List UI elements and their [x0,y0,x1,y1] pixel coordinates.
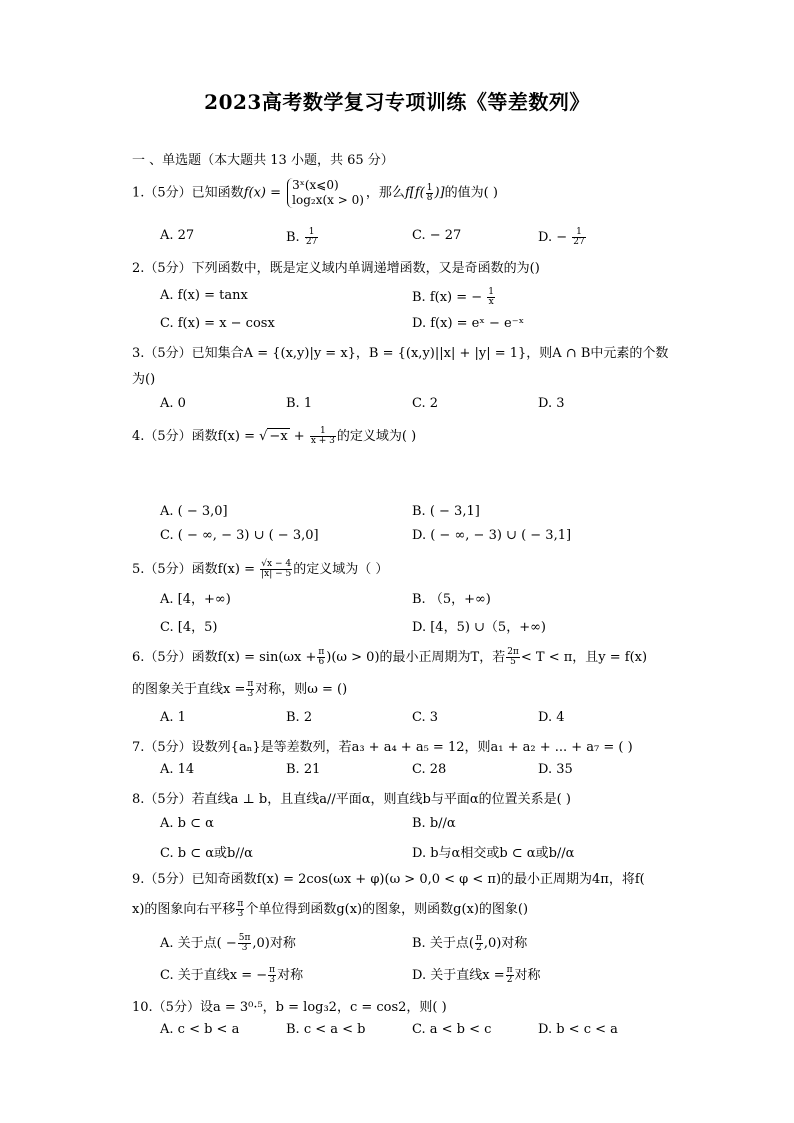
q9-option-c[interactable] [160,964,303,985]
question-1 [132,178,498,208]
q5-frac-num: √x − 4 [261,559,292,569]
q8-option-d[interactable]: D. b与α相交或b ⊂ α或b//α [412,846,575,861]
page-title: 2023高考数学复习专项训练《等差数列》 [204,90,590,114]
q6-frac1-den: 6 [318,657,325,667]
q6-fraction-2 [506,648,520,667]
q2-option-a[interactable]: A. f(x) = tanx [160,288,248,303]
question-6 [132,646,647,667]
q2-option-c[interactable]: C. f(x) = x − cosx [160,316,275,331]
question-4: 4.（5分）函数f(x) = √ −x + $\frac{1}{x + 3}$ 的定义域为( ) [132,426,417,446]
q4-sqrt: −x [269,429,288,444]
question-2: 2.（5分）下列函数中，既是定义域内单调递增函数，又是奇函数的为() [132,261,540,276]
q6-fraction-1 [317,648,325,667]
q1-expr-fraction [426,184,434,203]
q1-option-d-den: 27 [573,237,585,247]
q2-option-b[interactable] [412,288,496,307]
q5-option-d[interactable]: D. [4，5) ∪（5，+∞) [412,620,546,635]
q9-option-d-num: π [506,965,513,975]
q1-option-b-fraction [305,228,318,247]
question-10: 10.（5分）设a = 3⁰·⁵，b = log₃2，c = cos2，则( ) [132,1000,447,1015]
q8-option-b[interactable]: B. b//α [412,816,456,831]
q1-func: f(x) = [243,185,281,201]
q1-option-c[interactable]: C. − 27 [412,228,462,243]
q1-option-d-label: D. − [538,230,568,245]
q4-option-a[interactable]: A. ( − 3,0] [160,504,228,519]
q1-stem-a: 1.（5分）已知函数 [132,185,244,201]
q1-stem-c: 的值为( ) [444,185,498,201]
q1-piecewise [287,178,364,208]
q9-option-a-den: 3 [241,943,248,953]
question-9-line-2 [132,898,528,919]
q1-option-d-num: 1 [572,228,585,238]
q6-line2-b: 对称，则ω = () [255,682,348,697]
question-3-line-2: 为() [132,372,156,387]
question-8: 8.（5分）若直线a ⊥ b，且直线a//平面α，则直线b与平面α的位置关系是( ) [132,792,571,807]
q10-option-c[interactable]: C. a < b < c [412,1022,492,1037]
q6-stem-b: )(ω > 0)的最小正周期为T，若 [326,650,506,665]
q3-option-b[interactable]: B. 1 [286,396,313,411]
q3-option-d[interactable]: D. 3 [538,396,565,411]
q1-option-d-fraction [572,228,585,247]
q1-expr-frac-den: 8 [426,192,433,203]
q6-frac3-num: π [247,679,254,689]
q10-option-b[interactable]: B. c < a < b [286,1022,366,1037]
question-5 [132,558,388,579]
q9-option-c-1: C. 关于直线x = − [160,968,268,983]
q7-option-b[interactable]: B. 21 [286,762,321,777]
q8-option-c[interactable]: C. b ⊂ α或b//α [160,846,253,861]
q1-option-b[interactable] [286,228,319,247]
q6-frac2-den: 5 [510,657,516,667]
q4-option-d[interactable]: D. ( − ∞, − 3) ∪ ( − 3,1] [412,528,572,543]
q4-stem-b: 的定义域为( ) [336,429,417,444]
q9-option-c-den: 3 [269,975,275,985]
question-7: 7.（5分）设数列{aₙ}是等差数列，若a₃ + a₄ + a₅ = 12，则a₁ + a₂ + ... + a₇ = ( ) [132,740,633,755]
q1-option-b-label: B. [286,230,300,245]
q6-stem-c: < T < π，且y = f(x) [520,650,648,665]
q10-option-d[interactable]: D. b < c < a [538,1022,618,1037]
q1-expr-frac-num: 1 [426,182,433,193]
q9-option-d-den: 2 [506,975,513,985]
q7-option-d[interactable]: D. 35 [538,762,573,777]
q2-option-b-label: B. f(x) = − [412,290,483,305]
question-9: 9.（5分）已知奇函数f(x) = 2cos(ωx + φ)(ω > 0,0 < φ < π)的最小正周期为4π，将f( [132,872,645,887]
q9-line2-b: 个单位得到函数g(x)的图象，则函数g(x)的图象() [245,902,529,917]
q9-option-a-num: 5π [238,933,251,943]
q2-option-d[interactable]: D. f(x) = eˣ − e⁻ˣ [412,316,525,331]
q5-frac-den: |x| − 5 [261,569,292,579]
q1-stem-b: ，那么 [365,185,405,201]
q4-fraction [310,427,336,446]
q5-stem-a: 5.（5分）函数f(x) = [132,562,255,577]
q9-option-b-den: 2 [475,943,482,953]
q4-frac-num: 1 [310,427,336,437]
q1-expr: f[f( [404,185,425,201]
section-heading: 一 、单选题（本大题共 13 小题，共 65 分） [132,153,394,168]
q9-option-d[interactable] [412,964,541,985]
q3-option-c[interactable]: C. 2 [412,396,439,411]
q4-option-b[interactable]: B. ( − 3,1] [412,504,480,519]
q4-stem-a: 4.（5分）函数f(x) = [132,429,255,444]
q7-option-c[interactable]: C. 28 [412,762,447,777]
q6-option-b[interactable]: B. 2 [286,710,313,725]
q9-option-a-fraction [238,934,252,953]
q1-option-b-num: 1 [305,228,318,238]
q9-option-b-fraction [475,934,483,953]
q1-piece-2: log₂x(x > 0) [292,193,364,207]
q6-frac2-num: 2π [507,647,519,657]
q9-option-c-fraction [268,966,276,985]
q5-stem-b: 的定义域为（ ） [293,562,389,577]
q5-fraction [260,560,292,579]
q4-frac-den: x + 3 [310,436,335,446]
q5-option-b[interactable]: B. （5，+∞) [412,592,491,607]
q2-option-b-den: x [488,297,494,307]
q1-piece-1: 3ˣ(x⩽0) [292,178,339,192]
q6-fraction-3 [246,680,254,699]
q2-option-b-fraction [487,288,495,307]
q6-option-a[interactable]: A. 1 [160,710,186,725]
q5-option-a[interactable]: A. [4，+∞) [160,592,231,607]
q9-line2-a: x)的图象向右平移 [132,902,236,917]
q9-option-b-2: ,0)对称 [483,936,528,951]
q8-option-a[interactable]: A. b ⊂ α [160,816,214,831]
q9-fraction [236,900,244,919]
q6-frac3-den: 3 [247,689,254,699]
q9-option-d-1: D. 关于直线x = [412,968,505,983]
q6-frac1-num: π [318,647,325,657]
q9-option-a-1: A. 关于点( − [160,936,237,951]
q5-option-c[interactable]: C. [4，5) [160,620,218,635]
q9-frac-den: 3 [237,909,244,919]
q9-option-a[interactable] [160,932,296,953]
q9-frac-num: π [237,899,244,909]
q9-option-b[interactable] [412,932,527,953]
q10-option-a[interactable]: A. c < b < a [160,1022,240,1037]
q1-option-b-den: 27 [305,237,318,247]
q9-option-b-1: B. 关于点( [412,936,474,951]
q9-option-c-num: π [269,965,276,975]
q1-expr-end: )] [434,185,445,201]
q9-option-d-fraction [506,966,514,985]
q9-option-c-2: 对称 [277,968,304,983]
q2-option-b-num: 1 [488,287,495,297]
question-6-line-2 [132,678,347,699]
q6-option-c[interactable]: C. 3 [412,710,439,725]
q9-option-b-num: π [475,933,482,943]
q1-option-d[interactable] [538,228,587,247]
q9-option-d-2: 对称 [514,968,541,983]
q6-line2-a: 的图象关于直线x = [132,682,246,697]
q1-option-a[interactable]: A. 27 [160,228,195,243]
q9-option-a-2: ,0)对称 [252,936,296,951]
q4-option-c[interactable]: C. ( − ∞, − 3) ∪ ( − 3,0] [160,528,319,543]
question-3: 3.（5分）已知集合A = {(x,y)|y = x}，B = {(x,y)||x| + |y| = 1}，则A ∩ B中元素的个数 [132,346,669,361]
q6-stem-a: 6.（5分）函数f(x) = sin(ωx + [132,650,317,665]
q7-option-a[interactable]: A. 14 [160,762,195,777]
q6-option-d[interactable]: D. 4 [538,710,565,725]
q3-option-a[interactable]: A. 0 [160,396,186,411]
